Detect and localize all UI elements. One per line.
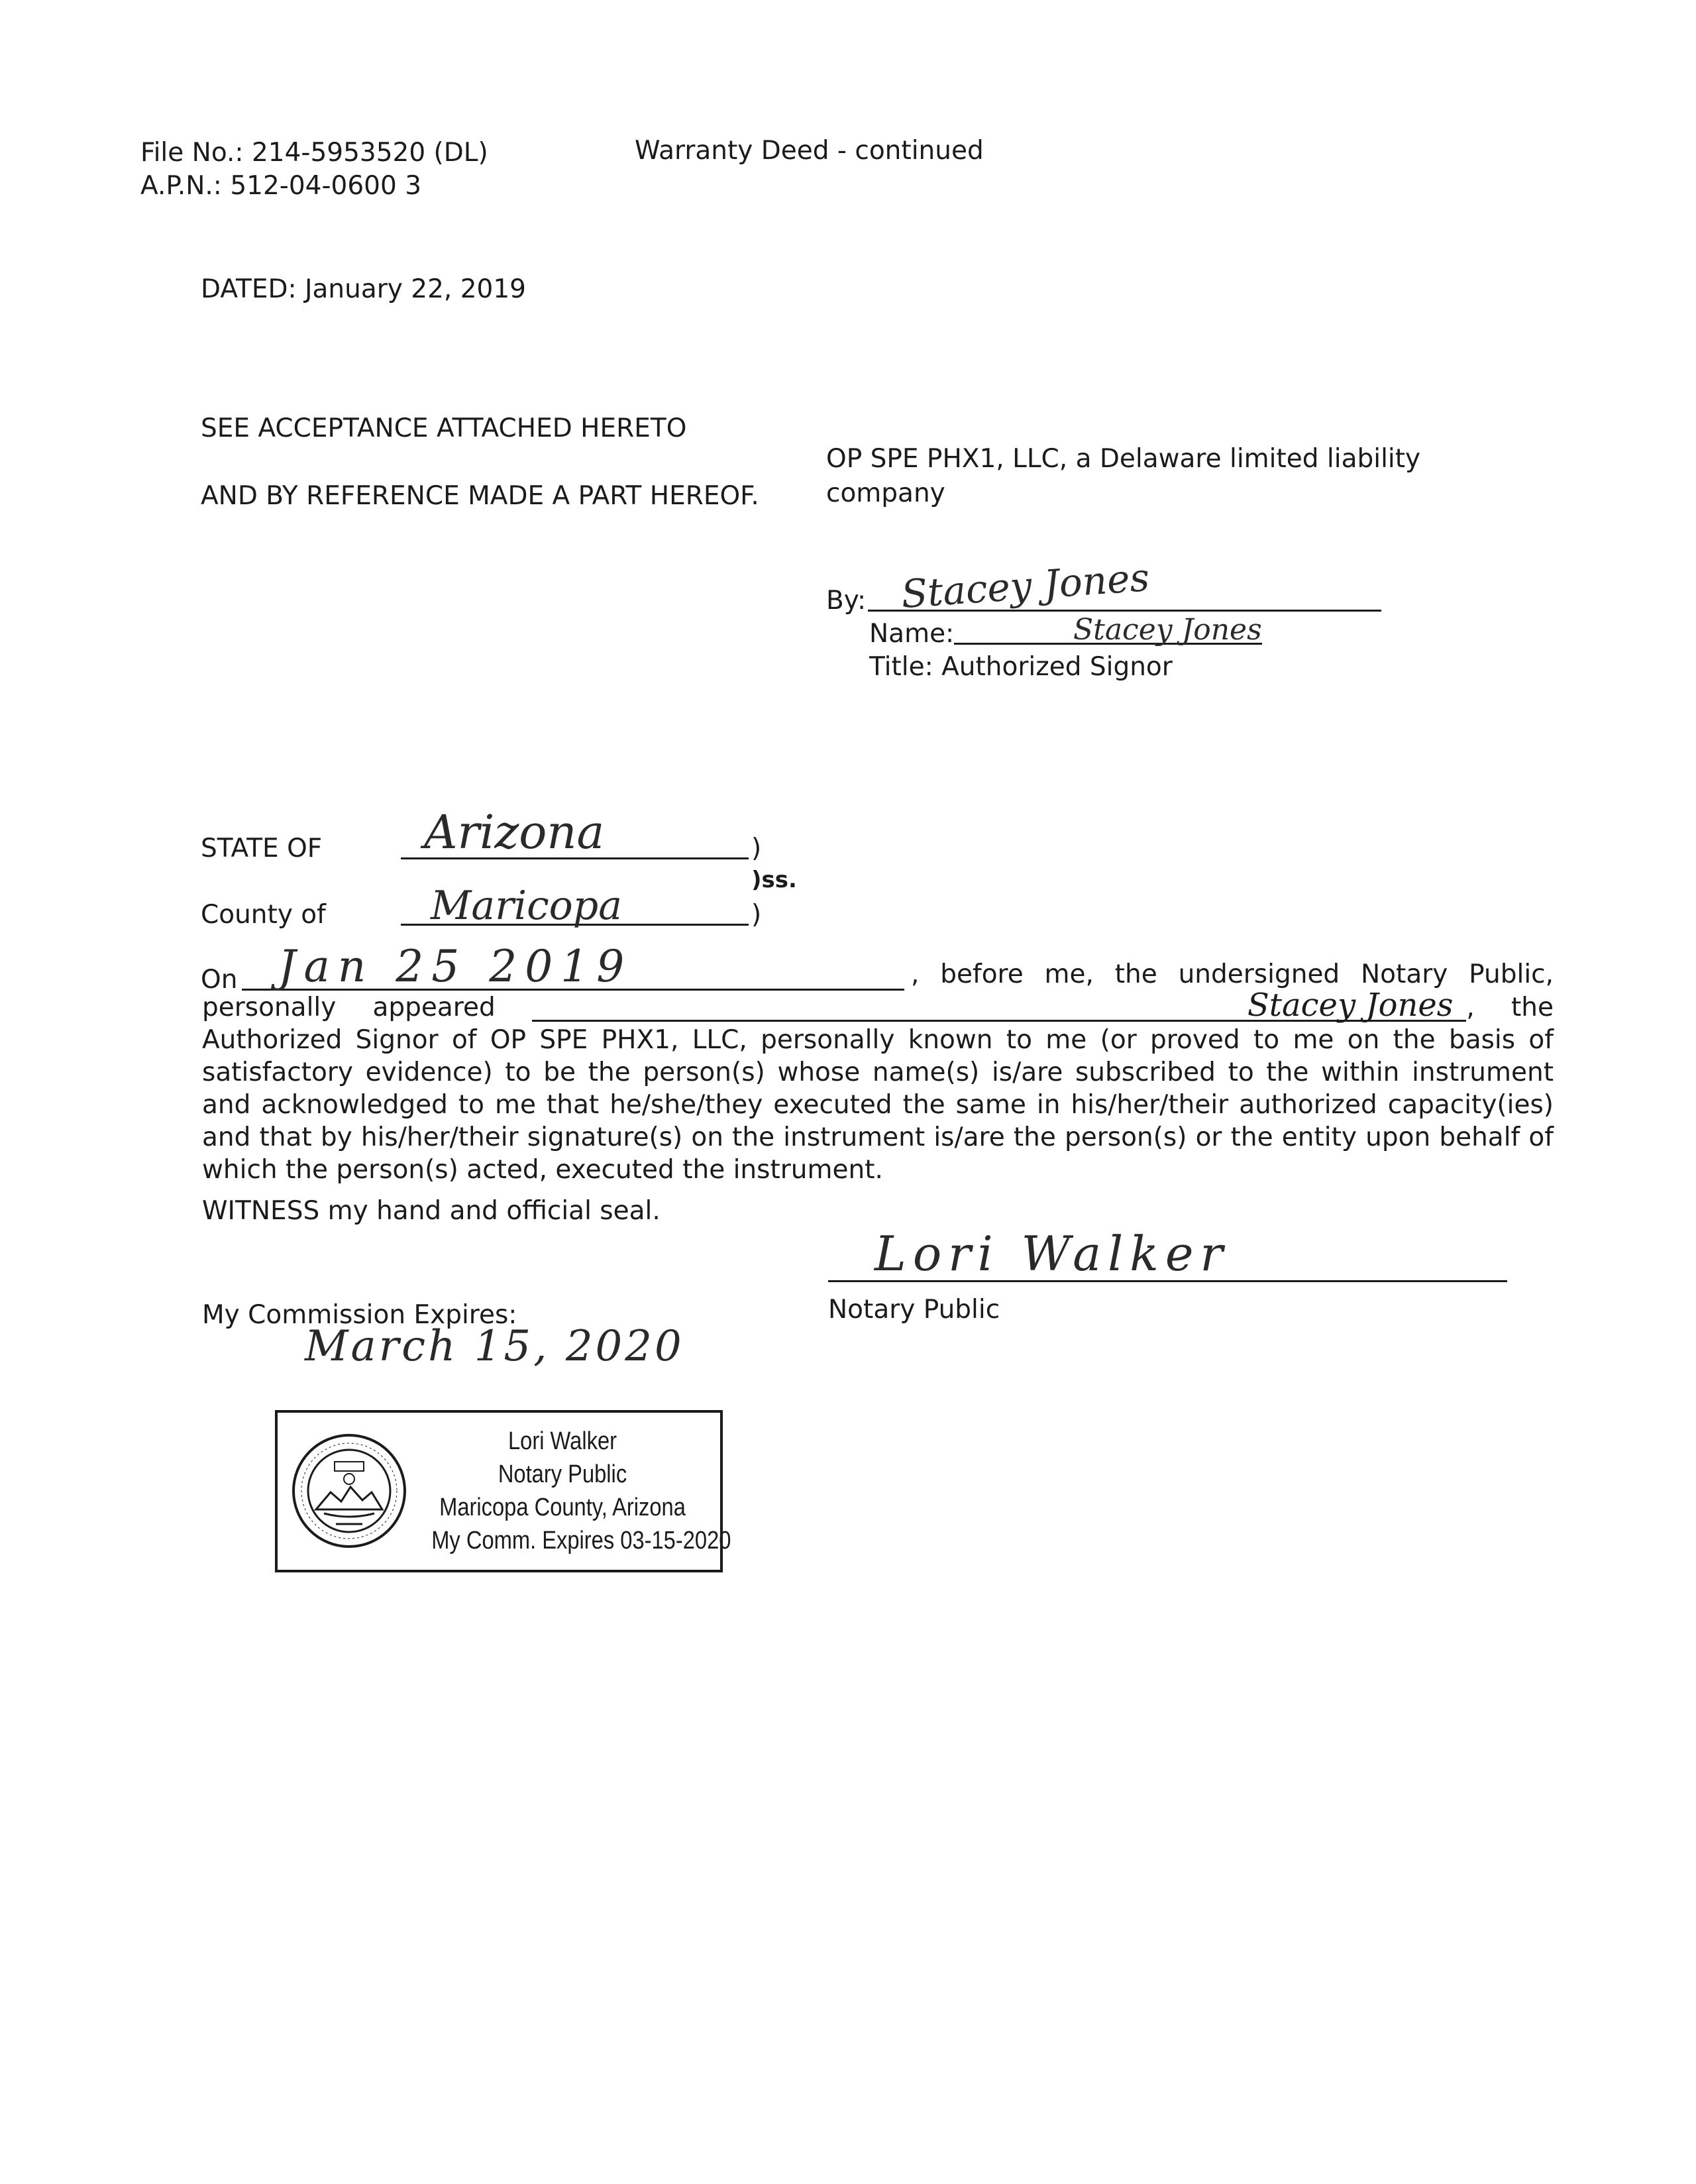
title-label: Title: Authorized Signor [869, 652, 1173, 682]
notary-stamp [275, 1410, 731, 1572]
grantor-signature: Stacey Jones [900, 554, 1151, 618]
state-paren: ) [751, 834, 762, 863]
county-label: County of [201, 900, 326, 930]
stamp-notary-name: Lori Walker [507, 1427, 617, 1455]
acceptance-line-1: SEE ACCEPTANCE ATTACHED HERETO [201, 413, 687, 443]
acknowledgment-body: , the Authorized Signor of OP SPE PHX1, LLC, personally known to me (or proved to me on the basis of satisfactory evidence) to be the person(s) whose name(s) is/are subscribed to the within instrument and acknowledged to me that he/she/they executed the same in his/her/their authorized capacity(ies) and that by his/her/their signature(s) on the instrument is/are the person(s) or the entity upon behalf of which the person(s) acted, executed the instrument. [202, 993, 1554, 1185]
stamp-text-block [431, 1425, 731, 1557]
apn-number: A.P.N.: 512-04-0600 3 [140, 171, 422, 201]
commission-label: My Commission Expires: [202, 1300, 517, 1330]
county-paren: ) [751, 900, 762, 930]
by-label: By: [826, 586, 867, 616]
grantor-company-line-1: OP SPE PHX1, LLC, a Delaware limited liability [826, 444, 1421, 474]
witness-line: WITNESS my hand and official seal. [202, 1196, 661, 1226]
acknowledgment-paragraph [202, 958, 1554, 1186]
ss-marker: )ss. [751, 867, 797, 893]
arizona-seal-icon [290, 1431, 409, 1551]
appeared-name-handwritten: Stacey Jones [532, 991, 1467, 1022]
acceptance-line-2: AND BY REFERENCE MADE A PART HEREOF. [201, 481, 759, 511]
name-label: Name: [869, 619, 955, 649]
on-label: On [201, 965, 238, 995]
stamp-notary-title: Notary Public [498, 1460, 627, 1488]
grantor-name-handwritten: Stacey Jones [1073, 613, 1262, 647]
dated-line: DATED: January 22, 2019 [201, 274, 526, 304]
file-number: File No.: 214-5953520 (DL) [140, 138, 488, 168]
commission-date-handwritten: March 15, 2020 [305, 1322, 684, 1371]
acknowledgment-date-handwritten: Jan 25 2019 [278, 941, 633, 992]
state-value: Arizona [424, 805, 605, 859]
county-value: Maricopa [431, 883, 622, 929]
grantor-company-line-2: company [826, 478, 945, 508]
stamp-expiration: My Comm. Expires 03-15-2020 [431, 1527, 731, 1555]
notary-public-label: Notary Public [828, 1295, 1000, 1325]
acknowledgment-intro: , before me, the undersigned Notary Public, personally appeared [202, 959, 1554, 1022]
state-label: STATE OF [201, 834, 323, 863]
notary-signature: Lori Walker [874, 1226, 1230, 1282]
document-title: Warranty Deed - continued [635, 136, 984, 166]
stamp-county: Maricopa County, Arizona [439, 1494, 686, 1521]
